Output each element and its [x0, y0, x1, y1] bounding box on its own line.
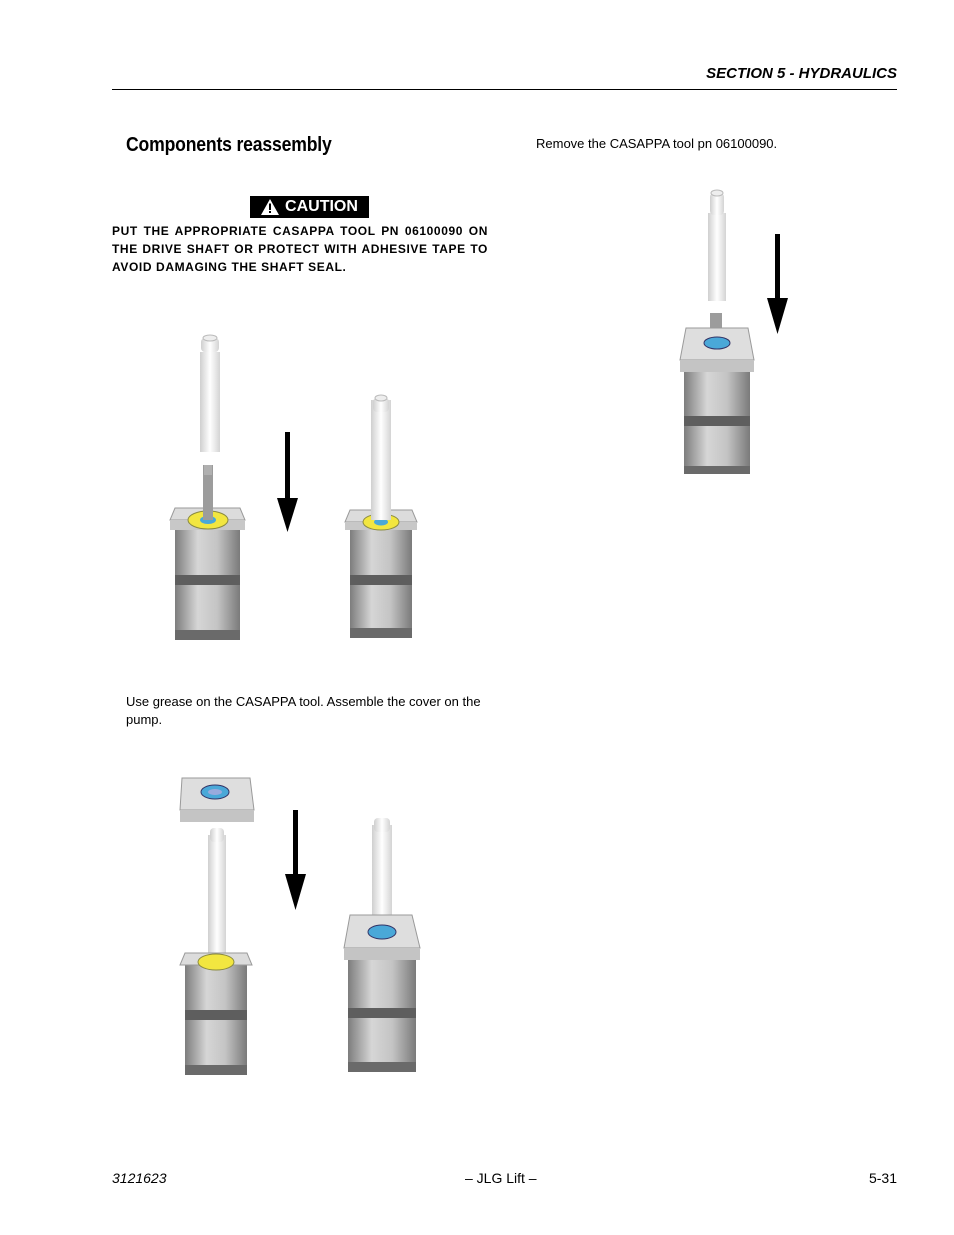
- pump-left: [170, 465, 245, 640]
- header-rule: [112, 89, 897, 90]
- cover-plate: [180, 778, 254, 822]
- pump-right-2: [344, 818, 420, 1072]
- caution-badge: [250, 196, 369, 218]
- footer-doc-number: 3121623: [112, 1170, 167, 1186]
- page-heading: Components reassembly: [126, 134, 332, 156]
- footer-page-number: 5-31: [868, 1170, 897, 1186]
- figure-tool-insertion: [165, 330, 425, 650]
- pump-left-2: [180, 828, 252, 1075]
- section-title: SECTION 5 - HYDRAULICS: [706, 65, 897, 82]
- figure-cover-assembly: [170, 770, 430, 1085]
- pump-right: [345, 395, 417, 638]
- warning-triangle-icon: [261, 199, 279, 215]
- caution-label: CAUTION: [285, 198, 358, 215]
- pump-with-cover: [680, 313, 754, 474]
- figure-tool-removal: [670, 188, 800, 478]
- arrow-down: [277, 432, 298, 532]
- step-grease-text: Use grease on the CASAPPA tool. Assemble the cover on the pump.: [126, 694, 481, 727]
- footer-center: – JLG Lift –: [465, 1170, 537, 1186]
- arrow-down-3: [767, 234, 788, 334]
- tool-removed: [708, 190, 726, 301]
- step-remove-text: Remove the CASAPPA tool pn 06100090.: [536, 136, 778, 151]
- tool-left: [200, 335, 220, 452]
- arrow-down-2: [285, 810, 306, 910]
- caution-text: PUT THE APPROPRIATE CASAPPA TOOL PN 06100090 ON THE DRIVE SHAFT OR PROTECT WITH ADHESIVE TAPE TO AVOID DAMAGING THE SHAFT SEAL.: [112, 224, 488, 274]
